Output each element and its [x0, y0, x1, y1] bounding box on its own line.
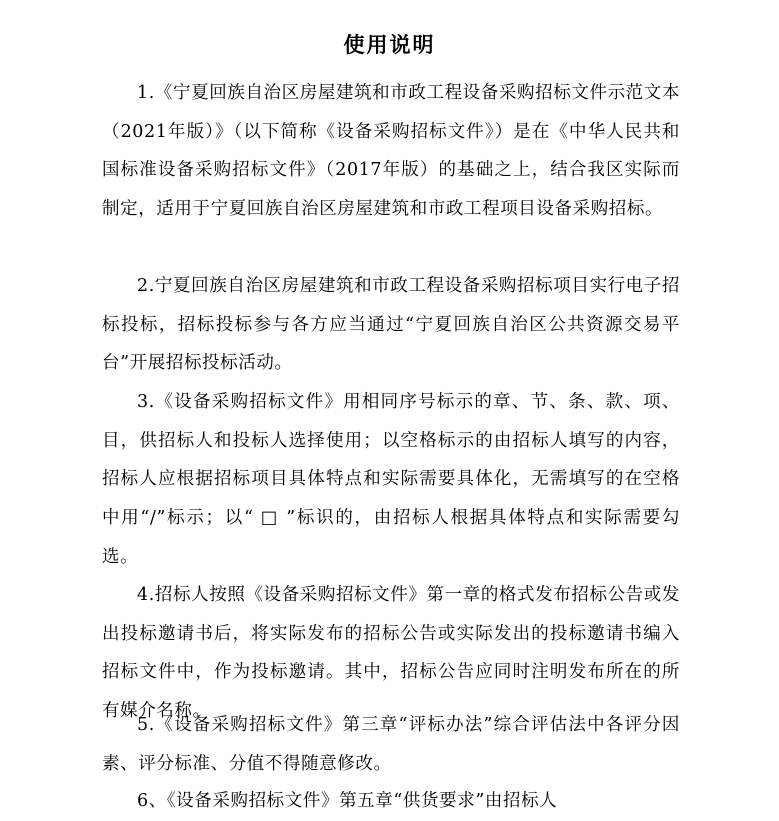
paragraph-4: 4.招标人按照《设备采购招标文件》第一章的格式发布招标公告或发出投标邀请书后，将实际发布的招标公告或实际发出的投标邀请书编入招标文件中，作为投标邀请。其中，招标公告应同时注明发布所在的所有媒介名称。	[102, 585, 680, 722]
paragraph-1: 1.《宁夏回族自治区房屋建筑和市政工程设备采购招标文件示范文本（2021年版）》（以下简称《设备采购招标文件》）是在《中华人民共和国标准设备采购招标文件》（2017年版）的基础之上，结合我区实际而制定，适用于宁夏回族自治区房屋建筑和市政工程项目设备采购招标。	[102, 83, 680, 220]
page-title: 使用说明	[343, 33, 436, 57]
paragraph-3: 3.《设备采购招标文件》用相同序号标示的章、节、条、款、项、目，供招标人和投标人选择使用；以空格标示的由招标人填写的内容，招标人应根据招标项目具体特点和实际需要具体化，无需填写的在空格中用“/”标示；以“ □ ”标识的，由招标人根据具体特点和实际需要勾选。	[102, 392, 680, 567]
paragraph-2: 2.宁夏回族自治区房屋建筑和市政工程设备采购招标项目实行电子招标投标，招标投标参与各方应当通过“宁夏回族自治区公共资源交易平台”开展招标投标活动。	[102, 276, 680, 374]
paragraph-6: 6、《设备采购招标文件》第五章“供货要求”由招标人	[137, 791, 558, 811]
paragraph-5: 5.《设备采购招标文件》第三章“评标办法”综合评估法中各评分因素、评分标准、分值不得随意修改。	[102, 715, 680, 774]
